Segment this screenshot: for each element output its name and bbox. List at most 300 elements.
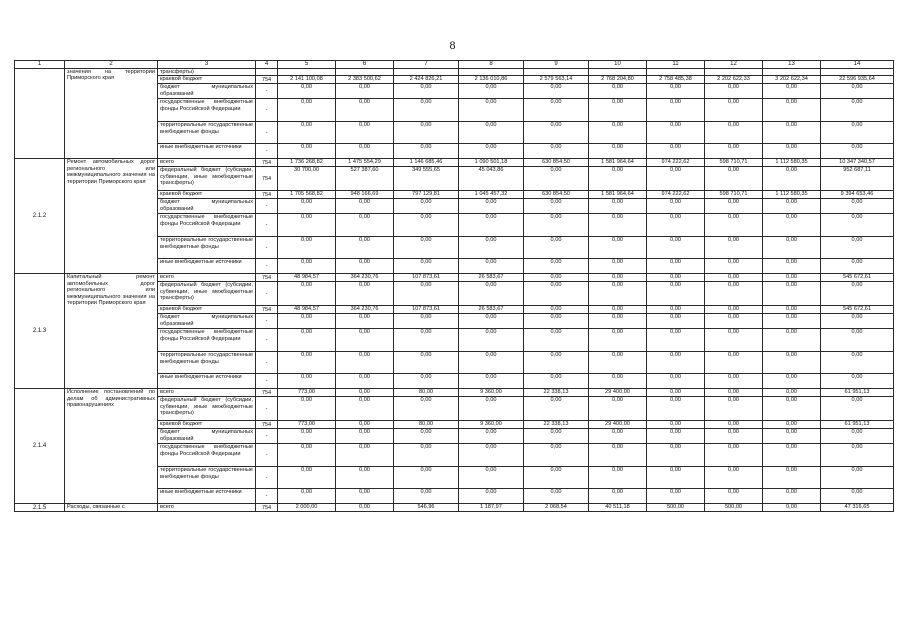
amount-cell: 797 129,81 [394, 191, 459, 199]
grbs-code-cell: - [256, 214, 278, 237]
amount-cell: 22 596 935,64 [821, 76, 894, 84]
amount-cell: 0,00 [647, 306, 705, 314]
amount-cell [705, 69, 763, 76]
amount-cell: 0,00 [589, 259, 647, 274]
measure-name-cell: Расходы, связанные с [65, 504, 158, 512]
amount-cell: 0,00 [524, 167, 589, 191]
grbs-code-cell: - [256, 84, 278, 99]
amount-cell: 9 360,00 [459, 421, 524, 429]
amount-cell: 1 090 501,18 [459, 159, 524, 167]
amount-cell: 0,00 [278, 444, 336, 467]
funding-source-cell: государственные внебюджетные фонды Российской Федерации [158, 99, 256, 122]
amount-cell: 545 672,61 [821, 306, 894, 314]
funding-source-cell: бюджет муниципальных образований [158, 199, 256, 214]
amount-cell: 0,00 [647, 167, 705, 191]
amount-cell: 0,00 [647, 99, 705, 122]
funding-source-cell: государственные внебюджетные фонды Российской Федерации [158, 329, 256, 352]
amount-cell: 0,00 [705, 282, 763, 306]
funding-source-cell: территориальные государственные внебюджетные фонды [158, 237, 256, 259]
amount-cell: 0,00 [763, 374, 821, 389]
amount-cell: 0,00 [524, 306, 589, 314]
amount-cell: 0,00 [394, 99, 459, 122]
amount-cell: 1 475 554,29 [336, 159, 394, 167]
amount-cell: 0,00 [336, 389, 394, 397]
amount-cell: 0,00 [336, 397, 394, 421]
grbs-code-cell: - [256, 314, 278, 329]
amount-cell: 0,00 [278, 99, 336, 122]
amount-cell: 2 424 826,21 [394, 76, 459, 84]
amount-cell: 0,00 [647, 397, 705, 421]
amount-cell: 1 112 580,35 [763, 159, 821, 167]
amount-cell: 0,00 [278, 237, 336, 259]
grbs-code-cell: 754 [256, 191, 278, 199]
amount-cell: 0,00 [763, 144, 821, 159]
amount-cell: 0,00 [705, 421, 763, 429]
amount-cell: 0,00 [705, 429, 763, 444]
amount-cell: 0,00 [821, 329, 894, 352]
amount-cell: 0,00 [821, 84, 894, 99]
funding-source-cell: иные внебюджетные источники [158, 489, 256, 504]
amount-cell: 1 045 457,32 [459, 191, 524, 199]
amount-cell: 0,00 [394, 467, 459, 489]
grbs-code-cell: - [256, 374, 278, 389]
amount-cell: 0,00 [763, 467, 821, 489]
amount-cell: 0,00 [278, 329, 336, 352]
amount-cell: 364 230,76 [336, 274, 394, 282]
amount-cell: 2 383 500,62 [336, 76, 394, 84]
amount-cell: 0,00 [336, 84, 394, 99]
column-number-cell: 5 [278, 61, 336, 69]
amount-cell: 0,00 [336, 467, 394, 489]
amount-cell: 10 347 340,57 [821, 159, 894, 167]
amount-cell: 0,00 [647, 84, 705, 99]
amount-cell: 0,00 [821, 99, 894, 122]
amount-cell: 0,00 [589, 122, 647, 144]
amount-cell: 948 166,69 [336, 191, 394, 199]
funding-source-cell: всего [158, 159, 256, 167]
amount-cell: 500,00 [705, 504, 763, 512]
amount-cell: 598 710,71 [705, 159, 763, 167]
grbs-code-cell: 754 [256, 306, 278, 314]
amount-cell: 0,00 [763, 259, 821, 274]
amount-cell: 0,00 [459, 444, 524, 467]
grbs-code-cell: - [256, 397, 278, 421]
funding-source-cell: государственные внебюджетные фонды Российской Федерации [158, 444, 256, 467]
column-number-cell: 4 [256, 61, 278, 69]
grbs-code-cell: - [256, 122, 278, 144]
grbs-code-cell: - [256, 489, 278, 504]
amount-cell: 364 230,76 [336, 306, 394, 314]
amount-cell: 0,00 [278, 352, 336, 374]
amount-cell: 0,00 [336, 237, 394, 259]
amount-cell [647, 69, 705, 76]
amount-cell: 0,00 [763, 99, 821, 122]
amount-cell: 1 187,97 [459, 504, 524, 512]
amount-cell: 0,00 [394, 282, 459, 306]
amount-cell: 0,00 [763, 329, 821, 352]
amount-cell: 0,00 [589, 314, 647, 329]
amount-cell: 0,00 [459, 99, 524, 122]
amount-cell: 107 873,61 [394, 274, 459, 282]
amount-cell: 0,00 [589, 237, 647, 259]
amount-cell: 0,00 [524, 374, 589, 389]
amount-cell: 0,00 [763, 444, 821, 467]
amount-cell: 0,00 [705, 122, 763, 144]
grbs-code-cell: - [256, 444, 278, 467]
amount-cell: 2 136 010,86 [459, 76, 524, 84]
amount-cell: 0,00 [589, 144, 647, 159]
amount-cell: 0,00 [459, 374, 524, 389]
funding-source-cell: федеральный бюджет (субсидии, субвенции, иные межбюджетные трансферты) [158, 167, 256, 191]
amount-cell: 2 068,54 [524, 504, 589, 512]
amount-cell: 80,00 [394, 389, 459, 397]
amount-cell: 0,00 [647, 374, 705, 389]
amount-cell: 0,00 [524, 429, 589, 444]
amount-cell: 2 768 204,80 [589, 76, 647, 84]
amount-cell: 0,00 [821, 259, 894, 274]
amount-cell: 0,00 [459, 84, 524, 99]
amount-cell [589, 69, 647, 76]
amount-cell: 26 583,67 [459, 274, 524, 282]
amount-cell: 61 951,13 [821, 421, 894, 429]
row-code-cell [15, 69, 65, 159]
row-code-cell: 2.1.2 [15, 159, 65, 274]
amount-cell: 630 854,50 [524, 159, 589, 167]
amount-cell: 0,00 [589, 374, 647, 389]
amount-cell: 0,00 [459, 352, 524, 374]
amount-cell: 773,00 [278, 389, 336, 397]
amount-cell: 0,00 [524, 214, 589, 237]
amount-cell: 0,00 [278, 144, 336, 159]
amount-cell: 0,00 [394, 374, 459, 389]
amount-cell: 0,00 [524, 259, 589, 274]
amount-cell: 0,00 [821, 214, 894, 237]
amount-cell: 0,00 [394, 429, 459, 444]
amount-cell: 0,00 [763, 421, 821, 429]
amount-cell: 0,00 [459, 122, 524, 144]
amount-cell: 2 579 563,14 [524, 76, 589, 84]
amount-cell: 0,00 [336, 429, 394, 444]
amount-cell: 0,00 [647, 421, 705, 429]
amount-cell: 0,00 [524, 282, 589, 306]
funding-source-cell: территориальные государственные внебюджетные фонды [158, 352, 256, 374]
amount-cell: 0,00 [278, 199, 336, 214]
amount-cell: 0,00 [647, 214, 705, 237]
amount-cell: 545 672,61 [821, 274, 894, 282]
amount-cell: 0,00 [524, 352, 589, 374]
amount-cell: 0,00 [763, 122, 821, 144]
amount-cell: 546,96 [394, 504, 459, 512]
amount-cell: 0,00 [394, 214, 459, 237]
table-row [15, 389, 894, 397]
amount-cell: 0,00 [336, 374, 394, 389]
amount-cell: 2 202 622,33 [705, 76, 763, 84]
amount-cell: 598 710,71 [705, 191, 763, 199]
amount-cell: 0,00 [647, 352, 705, 374]
amount-cell: 0,00 [589, 444, 647, 467]
amount-cell: 2 758 485,38 [647, 76, 705, 84]
amount-cell: 0,00 [647, 282, 705, 306]
grbs-code-cell: - [256, 282, 278, 306]
amount-cell: 0,00 [336, 352, 394, 374]
amount-cell: 0,00 [589, 397, 647, 421]
funding-source-cell: государственные внебюджетные фонды Российской Федерации [158, 214, 256, 237]
amount-cell: 0,00 [459, 259, 524, 274]
amount-cell: 0,00 [589, 282, 647, 306]
amount-cell: 1 112 580,35 [763, 191, 821, 199]
amount-cell: 80,00 [394, 421, 459, 429]
amount-cell: 0,00 [705, 489, 763, 504]
grbs-code-cell: - [256, 429, 278, 444]
amount-cell: 0,00 [459, 314, 524, 329]
grbs-code-cell [256, 69, 278, 76]
amount-cell: 0,00 [821, 374, 894, 389]
amount-cell: 0,00 [524, 99, 589, 122]
amount-cell: 0,00 [278, 282, 336, 306]
amount-cell: 0,00 [763, 306, 821, 314]
amount-cell: 0,00 [763, 389, 821, 397]
row-code-cell: 2.1.4 [15, 389, 65, 504]
amount-cell: 0,00 [705, 444, 763, 467]
amount-cell: 349 555,65 [394, 167, 459, 191]
amount-cell: 9 360,00 [459, 389, 524, 397]
amount-cell: 0,00 [763, 429, 821, 444]
column-number-cell: 7 [394, 61, 459, 69]
amount-cell: 0,00 [336, 282, 394, 306]
amount-cell: 0,00 [524, 84, 589, 99]
amount-cell: 1 146 685,46 [394, 159, 459, 167]
row-code-cell: 2.1.3 [15, 274, 65, 389]
amount-cell: 0,00 [705, 314, 763, 329]
amount-cell [336, 69, 394, 76]
amount-cell: 630 854,50 [524, 191, 589, 199]
funding-source-cell: краевой бюджет [158, 306, 256, 314]
amount-cell: 0,00 [524, 314, 589, 329]
amount-cell [763, 69, 821, 76]
column-number-cell: 12 [705, 61, 763, 69]
amount-cell: 0,00 [705, 389, 763, 397]
amount-cell: 0,00 [524, 144, 589, 159]
amount-cell: 0,00 [763, 214, 821, 237]
amount-cell: 0,00 [278, 84, 336, 99]
amount-cell: 0,00 [705, 84, 763, 99]
amount-cell: 0,00 [647, 429, 705, 444]
amount-cell: 0,00 [589, 167, 647, 191]
amount-cell: 0,00 [821, 237, 894, 259]
measure-name-cell: Капитальный ремонт автомобильных дорог регионального или межмуниципального значения на территории Приморского края [65, 274, 158, 389]
amount-cell: 0,00 [524, 237, 589, 259]
amount-cell [459, 69, 524, 76]
amount-cell: 500,00 [647, 504, 705, 512]
amount-cell [524, 69, 589, 76]
amount-cell: 0,00 [821, 489, 894, 504]
amount-cell: 1 581 964,64 [589, 159, 647, 167]
amount-cell: 0,00 [524, 444, 589, 467]
amount-cell: 0,00 [336, 144, 394, 159]
amount-cell: 22 338,13 [524, 421, 589, 429]
funding-source-cell: федеральный бюджет (субсидии, субвенции, иные межбюджетные трансферты) [158, 282, 256, 306]
amount-cell: 0,00 [647, 444, 705, 467]
amount-cell: 0,00 [705, 274, 763, 282]
column-number-cell: 8 [459, 61, 524, 69]
amount-cell: 0,00 [763, 237, 821, 259]
amount-cell: 0,00 [589, 467, 647, 489]
amount-cell: 0,00 [705, 329, 763, 352]
amount-cell [278, 69, 336, 76]
amount-cell: 0,00 [589, 429, 647, 444]
amount-cell: 48 984,57 [278, 306, 336, 314]
amount-cell: 0,00 [336, 122, 394, 144]
amount-cell: 0,00 [589, 214, 647, 237]
amount-cell: 0,00 [459, 144, 524, 159]
amount-cell: 29 400,00 [589, 421, 647, 429]
amount-cell: 0,00 [821, 467, 894, 489]
amount-cell: 0,00 [278, 467, 336, 489]
amount-cell: 47 316,65 [821, 504, 894, 512]
row-code-cell: 2.1.5 [15, 504, 65, 512]
funding-source-cell: иные внебюджетные источники [158, 259, 256, 274]
grbs-code-cell: 754 [256, 421, 278, 429]
grbs-code-cell: - [256, 144, 278, 159]
amount-cell: 0,00 [394, 237, 459, 259]
amount-cell: 0,00 [459, 282, 524, 306]
amount-cell: 0,00 [524, 397, 589, 421]
amount-cell: 0,00 [336, 504, 394, 512]
amount-cell: 0,00 [705, 467, 763, 489]
amount-cell: 26 583,67 [459, 306, 524, 314]
amount-cell: 0,00 [821, 144, 894, 159]
amount-cell: 0,00 [459, 199, 524, 214]
grbs-code-cell: - [256, 237, 278, 259]
amount-cell: 0,00 [524, 467, 589, 489]
amount-cell: 0,00 [589, 84, 647, 99]
page-number: 8 [449, 38, 456, 52]
funding-source-cell: краевой бюджет [158, 76, 256, 84]
amount-cell: 0,00 [394, 489, 459, 504]
column-number-cell: 9 [524, 61, 589, 69]
amount-cell: 0,00 [394, 397, 459, 421]
amount-cell: 0,00 [394, 84, 459, 99]
amount-cell: 0,00 [705, 99, 763, 122]
budget-table [14, 60, 894, 512]
amount-cell: 0,00 [589, 199, 647, 214]
amount-cell: 0,00 [589, 99, 647, 122]
funding-source-cell: федеральный бюджет (субсидии, субвенции, иные межбюджетные трансферты) [158, 397, 256, 421]
grbs-code-cell: - [256, 352, 278, 374]
amount-cell: 0,00 [763, 199, 821, 214]
grbs-code-cell: - [256, 467, 278, 489]
amount-cell: 0,00 [589, 274, 647, 282]
amount-cell: 0,00 [278, 489, 336, 504]
amount-cell: 0,00 [278, 397, 336, 421]
amount-cell: 0,00 [524, 489, 589, 504]
amount-cell: 0,00 [821, 429, 894, 444]
amount-cell: 0,00 [821, 444, 894, 467]
amount-cell: 0,00 [459, 429, 524, 444]
amount-cell: 0,00 [336, 259, 394, 274]
amount-cell: 61 951,13 [821, 389, 894, 397]
amount-cell: 0,00 [763, 167, 821, 191]
amount-cell [394, 69, 459, 76]
measure-name-cell: значения на территории Приморского края [65, 69, 158, 159]
grbs-code-cell: - [256, 99, 278, 122]
amount-cell: 0,00 [647, 237, 705, 259]
amount-cell: 0,00 [647, 122, 705, 144]
amount-cell: 0,00 [336, 214, 394, 237]
measure-name-cell: Ремонт автомобильных дорог регионального или межмуниципального значения на территории Приморского края [65, 159, 158, 274]
amount-cell: 0,00 [705, 237, 763, 259]
grbs-code-cell: 754 [256, 504, 278, 512]
column-number-row [15, 61, 894, 69]
table-row [15, 504, 894, 512]
funding-source-cell: бюджет муниципальных образований [158, 84, 256, 99]
amount-cell: 0,00 [821, 352, 894, 374]
table-row [15, 69, 894, 76]
grbs-code-cell: 754 [256, 389, 278, 397]
funding-source-cell: краевой бюджет [158, 421, 256, 429]
amount-cell: 40 511,18 [589, 504, 647, 512]
amount-cell: 527 387,60 [336, 167, 394, 191]
amount-cell: 0,00 [763, 84, 821, 99]
grbs-code-cell: 754 [256, 274, 278, 282]
amount-cell: 48 984,57 [278, 274, 336, 282]
amount-cell: 0,00 [705, 214, 763, 237]
amount-cell: 0,00 [647, 274, 705, 282]
amount-cell: 974 222,62 [647, 159, 705, 167]
amount-cell: 0,00 [336, 421, 394, 429]
grbs-code-cell: - [256, 329, 278, 352]
amount-cell: 0,00 [278, 122, 336, 144]
amount-cell: 974 222,62 [647, 191, 705, 199]
amount-cell: 0,00 [589, 352, 647, 374]
funding-source-cell: бюджет муниципальных образований [158, 429, 256, 444]
column-number-cell: 14 [821, 61, 894, 69]
amount-cell: 0,00 [763, 274, 821, 282]
amount-cell: 0,00 [705, 306, 763, 314]
funding-source-cell: трансферты) [158, 69, 256, 76]
amount-cell: 0,00 [459, 237, 524, 259]
amount-cell: 0,00 [336, 329, 394, 352]
amount-cell: 2 141 100,08 [278, 76, 336, 84]
measure-name-cell: Исполнение постановлений по делам об административных правонарушениях [65, 389, 158, 504]
amount-cell: 0,00 [763, 314, 821, 329]
column-number-cell: 6 [336, 61, 394, 69]
amount-cell: 0,00 [821, 199, 894, 214]
amount-cell: 0,00 [336, 99, 394, 122]
amount-cell: 0,00 [589, 489, 647, 504]
funding-source-cell: всего [158, 504, 256, 512]
amount-cell: 9 394 653,46 [821, 191, 894, 199]
grbs-code-cell: 754 [256, 76, 278, 84]
amount-cell: 0,00 [394, 199, 459, 214]
amount-cell: 0,00 [524, 122, 589, 144]
amount-cell: 0,00 [459, 214, 524, 237]
amount-cell: 0,00 [336, 489, 394, 504]
table-row [15, 159, 894, 167]
amount-cell: 773,00 [278, 421, 336, 429]
amount-cell: 45 043,86 [459, 167, 524, 191]
column-number-cell: 10 [589, 61, 647, 69]
amount-cell: 0,00 [589, 329, 647, 352]
funding-source-cell: всего [158, 274, 256, 282]
amount-cell: 0,00 [278, 214, 336, 237]
amount-cell: 0,00 [647, 489, 705, 504]
amount-cell: 0,00 [647, 199, 705, 214]
column-number-cell: 13 [763, 61, 821, 69]
amount-cell: 0,00 [336, 199, 394, 214]
column-number-cell: 2 [65, 61, 158, 69]
amount-cell: 0,00 [459, 397, 524, 421]
